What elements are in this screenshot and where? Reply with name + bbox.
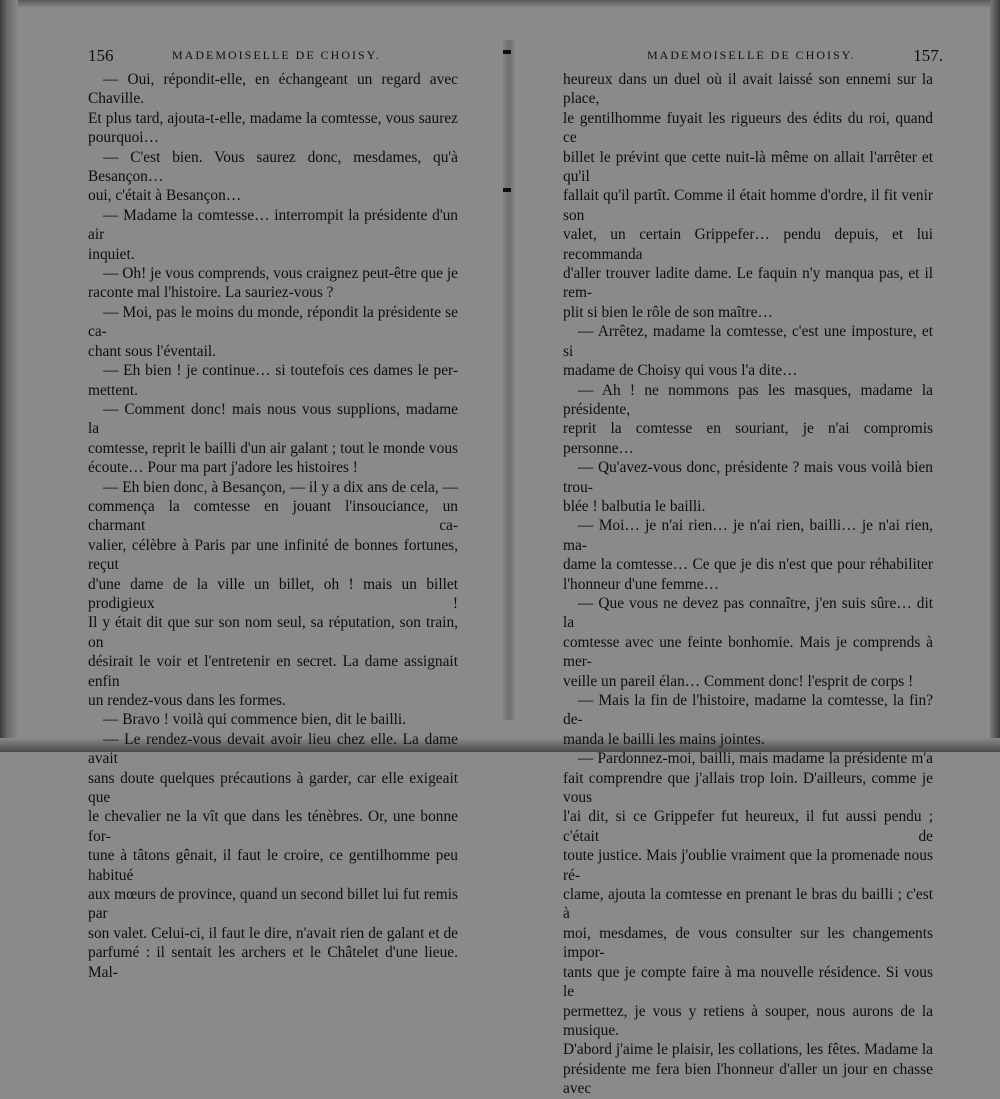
text-line: tune à tâtons gênait, il faut le croire, ce gentilhomme peu habitué <box>88 847 458 884</box>
text-line: — C'est bien. Vous saurez donc, mesdames, qu'à Besançon… <box>88 148 458 186</box>
text-line: — Eh bien ! je continue… si toutefois ces dames le per- <box>103 362 458 380</box>
text-line: l'honneur d'une femme… <box>563 575 719 593</box>
running-head <box>88 46 458 66</box>
page-body <box>88 70 458 982</box>
text-line: reprit la comtesse en souriant, je n'ai compromis personne… <box>563 420 933 457</box>
text-line: présidente me fera bien l'honneur d'aller un jour en chasse avec <box>563 1060 933 1098</box>
text-line: — Bravo ! voilà qui commence bien, dit le bailli. <box>103 711 407 729</box>
running-title: MADEMOISELLE DE CHOISY. <box>647 48 856 62</box>
text-line: fallait qu'il partît. Comme il était homme d'ordre, il fit venir son <box>563 187 933 224</box>
text-line: valet, un certain Grippefer… pendu depuis, et lui recommanda <box>563 226 933 263</box>
text-line: aux mœurs de province, quand un second billet lui fut remis par <box>88 886 458 923</box>
text-line: valier, célèbre à Paris par une infinité de bonnes fortunes, reçut <box>88 536 458 574</box>
text-line: D'abord j'aime le plaisir, les collations, les fêtes. Madame la <box>563 1041 933 1059</box>
text-line: comtesse, reprit le bailli d'un air galant ; tout le monde vous <box>88 439 458 457</box>
text-line: manda le bailli les mains jointes. <box>563 730 765 748</box>
text-line: — Eh bien donc, à Besançon, — il y a dix ans de cela, — <box>103 478 458 496</box>
text-line: — Mais la fin de l'histoire, madame la comtesse, la fin? de- <box>563 692 933 729</box>
text-line: d'aller trouver ladite dame. Le faquin n'y manqua pas, et il rem- <box>563 265 933 302</box>
text-line: Il y était dit que sur son nom seul, sa réputation, son train, on <box>88 614 458 651</box>
text-line: pourquoi… <box>88 129 159 147</box>
scan-edge-left <box>0 0 18 752</box>
text-line: — Arrêtez, madame la comtesse, c'est une imposture, et si <box>563 323 933 360</box>
text-line: — Pardonnez-moi, bailli, mais madame la présidente m'a <box>578 750 933 768</box>
text-line: blée ! balbutia le bailli. <box>563 497 706 515</box>
scan-edge-top <box>0 0 1000 8</box>
text-line: d'une dame de la ville un billet, oh ! mais un billet prodigieux ! <box>88 575 458 612</box>
text-line: un rendez-vous dans les formes. <box>88 692 286 709</box>
page-number: 156 <box>88 46 114 65</box>
text-line: — Qu'avez-vous donc, présidente ? mais vous voilà bien trou- <box>563 459 933 496</box>
text-line: madame de Choisy qui vous l'a dite… <box>563 362 798 380</box>
gutter-mark <box>503 188 511 192</box>
text-line: veille un pareil élan… Comment donc! l'esprit de corps ! <box>563 672 914 690</box>
text-line: son valet. Celui-ci, il faut le dire, n'avait rien de galant et de <box>88 924 458 942</box>
text-line: le gentilhomme fuyait les rigueurs des édits du roi, quand ce <box>563 109 933 147</box>
text-line: plit si bien le rôle de son maître… <box>563 303 773 321</box>
text-line: fait comprendre que j'allais trop loin. D'ailleurs, comme je vous <box>563 769 933 807</box>
text-line: — Comment donc! mais nous vous supplions, madame la <box>88 400 458 438</box>
gutter-mark <box>503 50 511 54</box>
page-body <box>563 70 933 1099</box>
text-line: comtesse avec une feinte bonhomie. Mais je comprends à mer- <box>563 633 933 671</box>
text-line: heureux dans un duel où il avait laissé son ennemi sur la place, <box>563 71 933 108</box>
text-line: inquiet. <box>88 245 135 263</box>
running-title: MADEMOISELLE DE CHOISY. <box>172 48 381 62</box>
text-line: commença la comtesse en jouant l'insouciance, un charmant ca- <box>88 497 458 535</box>
text-line: chant sous l'éventail. <box>88 342 217 360</box>
left-page <box>88 46 458 982</box>
text-line: — Le rendez-vous devait avoir lieu chez elle. La dame avait <box>88 730 458 768</box>
text-line: billet le prévint que cette nuit-là même on allait l'arrêter et qu'il <box>563 148 933 186</box>
text-line: sans doute quelques précautions à garder, car elle exigeait que <box>88 769 458 807</box>
text-line: parfumé : il sentait les archers et le Châtelet d'une lieue. Mal- <box>88 944 458 981</box>
text-line: tants que je compte faire à ma nouvelle résidence. Si vous le <box>563 963 933 1001</box>
text-line: clame, ajouta la comtesse en prenant le bras du bailli ; c'est à <box>563 886 933 923</box>
right-page <box>563 46 943 1099</box>
text-line: toute justice. Mais j'oublie vraiment que la promenade nous ré- <box>563 847 933 884</box>
text-line: l'ai dit, si ce Grippefer fut heureux, il fut aussi pendu ; c'était de <box>563 808 933 845</box>
text-line: le chevalier ne la vît que dans les ténèbres. Or, une bonne for- <box>88 808 458 845</box>
text-line: écoute… Pour ma part j'adore les histoires ! <box>88 459 358 477</box>
scan-edge-right <box>990 0 1000 752</box>
text-line: moi, mesdames, de vous consulter sur les changements impor- <box>563 924 933 962</box>
page-number: 157. <box>913 46 943 65</box>
text-line: — Oui, répondit-elle, en échangeant un regard avec Chaville. <box>88 71 458 108</box>
text-line: — Madame la comtesse… interrompit la présidente d'un air <box>88 206 458 244</box>
text-line: désirait le voir et l'entretenir en secret. La dame assignait enfin <box>88 653 458 690</box>
text-line: — Que vous ne devez pas connaître, j'en suis sûre… dit la <box>563 594 933 632</box>
text-line: dame la comtesse… Ce que je dis n'est que pour réhabiliter <box>563 556 933 574</box>
text-line: permettez, je vous y retiens à souper, nous aurons de la musique. <box>563 1002 933 1039</box>
text-line: — Ah ! ne nommons pas les masques, madame la présidente, <box>563 381 933 418</box>
book-gutter <box>503 40 515 720</box>
text-line: — Moi, pas le moins du monde, répondit la présidente se ca- <box>88 303 458 341</box>
text-line: raconte mal l'histoire. La sauriez-vous ? <box>88 284 334 302</box>
text-line: mettent. <box>88 381 139 399</box>
text-line: — Oh! je vous comprends, vous craignez peut-être que je <box>103 265 458 283</box>
text-line: oui, c'était à Besançon… <box>88 187 242 205</box>
text-line: Et plus tard, ajouta-t-elle, madame la comtesse, vous saurez <box>88 109 458 127</box>
running-head <box>563 46 943 66</box>
text-line: — Moi… je n'ai rien… je n'ai rien, bailli… je n'ai rien, ma- <box>563 517 933 554</box>
